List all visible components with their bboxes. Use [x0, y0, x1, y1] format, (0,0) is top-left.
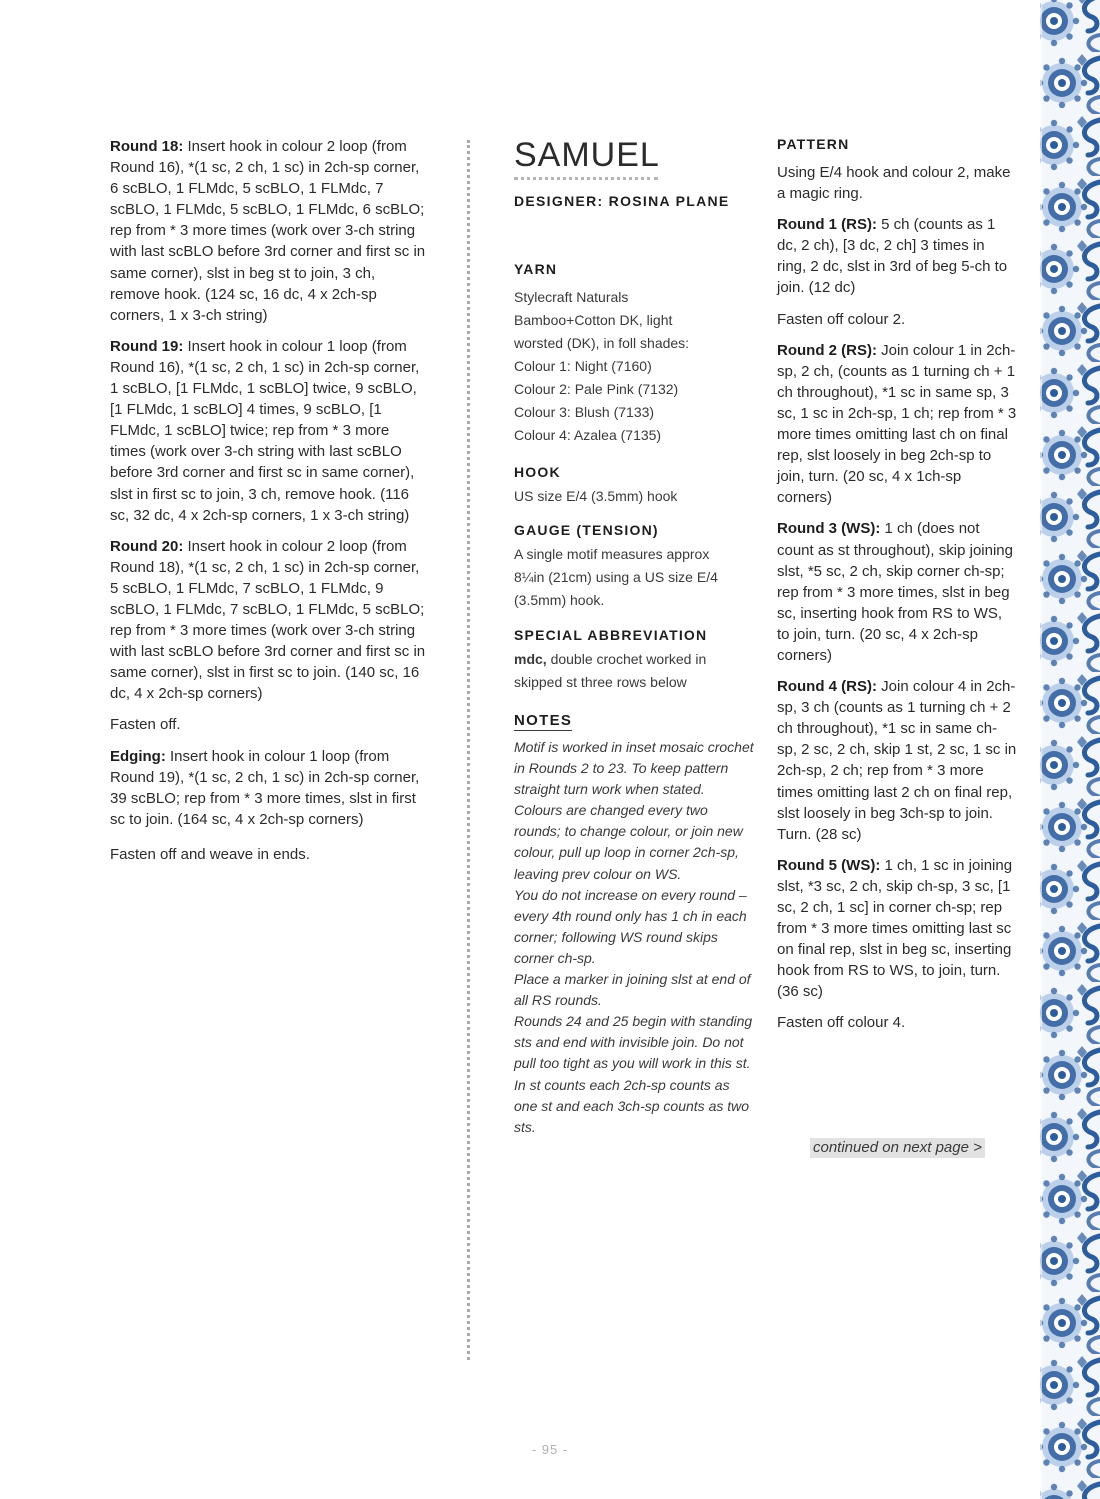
yarn-line: Colour 2: Pale Pink (7132) — [514, 381, 679, 397]
round-instructions: Join colour 4 in 2ch-sp, 3 ch (counts as 1 turning ch + 2 ch throughout), *1 sc in same ch-sp, 2 sc, 2 ch, skip 1 st, 2 sc, 1 sc in 2ch-sp, 2 ch; rep from * 3 more times omitting last 2 ch on final rep, slst loosely in beg 3ch-sp to join. Turn. (28 sc) — [777, 678, 1017, 843]
instruction-text: Fasten off colour 2. — [777, 310, 906, 328]
round-instructions: Insert hook in colour 1 loop (from Round 16), *(1 sc, 2 ch, 1 sc) in 2ch-sp corner, 1 scBLO, [1 FLMdc, 1 scBLO] twice, 9 scBLO, [1 FLMdc, 1 scBLO] 4 times, 9 scBLO, [1 FLMdc, 1 scBLO] twice; rep from * 3 more times (work over 3-ch string with last scBLO before 3rd corner and first sc in same corner), slst in first sc to join, 3 ch, remove hook. (116 sc, 32 dc, 4 x 2ch-sp corners, 1 x 3-ch string) — [110, 337, 420, 524]
mosaic-tile — [1040, 176, 1100, 238]
round-2-paragraph — [777, 340, 1017, 509]
round-instructions: Insert hook in colour 1 loop (from Round 19), *(1 sc, 2 ch, 1 sc) in 2ch-sp corner, 39 scBLO; rep from * 3 more times, slst in first sc to join. (164 sc, 4 x 2ch-sp corners) — [110, 747, 420, 828]
hook-text: US size E/4 (3.5mm) hook — [514, 488, 678, 504]
pattern-heading: PATTERN — [777, 136, 850, 152]
round-label: Round 5 (WS): — [777, 856, 881, 874]
mosaic-tile — [1040, 610, 1100, 672]
round-instructions: Join colour 1 in 2ch-sp, 2 ch, (counts as 1 turning ch + 1 ch throughout), *1 sc in same sp, 3 sc, 1 sc in 2ch-sp, 1 ch; rep from * 3 more times omitting last ch on final rep, slst loosely in beg 2ch-sp to join, turn. (20 sc, 4 x 1ch-sp corners) — [777, 341, 1017, 507]
yarn-line: Bamboo+Cotton DK, light — [514, 312, 673, 328]
mosaic-border-decoration — [1040, 0, 1100, 1499]
right-column — [777, 136, 1017, 1044]
round-instructions: 1 ch (does not count as st throughout), skip joining slst, *5 sc, 2 ch, skip corner ch-sp; rep from * 3 more times, slst in beg sc, inserting hook from RS to WS, to join, turn. (20 sc, 4 x 2ch-sp corners) — [777, 520, 1013, 664]
mosaic-tile — [1040, 52, 1100, 114]
round-instructions: 1 ch, 1 sc in joining slst, *3 sc, 2 ch, skip ch-sp, 3 sc, [1 sc, 2 ch, 1 sc] in corner ch-sp; rep from * 3 more times omitting last sc on final rep, slst in beg sc, inserting hook from RS to WS, to join, turn. (36 sc) — [777, 856, 1013, 1001]
yarn-line: worsted (DK), in foll shades: — [514, 335, 690, 351]
round-4-paragraph — [777, 676, 1017, 845]
pattern-title: SAMUEL — [514, 136, 660, 174]
round-instructions: 5 ch (counts as 1 dc, 2 ch), [3 dc, 2 ch] 3 times in ring, 2 dc, slst in 3rd of beg 5-ch to join. (12 dc) — [777, 216, 1008, 297]
round-label: Round 2 (RS): — [777, 341, 877, 359]
round-label: Round 1 (RS): — [777, 216, 877, 234]
hook-heading: HOOK — [514, 464, 561, 480]
round-instructions: Insert hook in colour 2 loop (from Round 18), *(1 sc, 2 ch, 1 sc) in 2ch-sp corner, 5 scBLO, 1 FLMdc, 7 scBLO, 1 FLMdc, 9 scBLO, 1 FLMdc, 7 scBLO, 1 FLMdc, 5 scBLO; rep from * 3 more times (work over 3-ch string with last scBLO before 3rd corner and first sc in same corner), slst in first sc to join. (140 sc, 16 dc, 4 x 2ch-sp corners) — [110, 537, 426, 703]
round-19-paragraph — [110, 336, 428, 526]
gauge-line: A single motif measures approx — [514, 546, 710, 562]
dotted-column-divider — [467, 140, 470, 1360]
mosaic-tile — [1040, 920, 1100, 982]
notes-heading: NOTES — [514, 712, 573, 729]
mosaic-tile — [1040, 0, 1100, 52]
mosaic-tile — [1040, 796, 1100, 858]
yarn-line: Colour 1: Night (7160) — [514, 358, 652, 374]
mosaic-tile — [1040, 238, 1100, 300]
instruction-text: Fasten off. — [110, 716, 181, 734]
mosaic-tile — [1040, 1044, 1100, 1106]
title-dotted-underline — [514, 177, 658, 180]
continued-next-page-link[interactable]: continued on next page > — [810, 1138, 985, 1158]
abbreviation-term: mdc, — [514, 651, 547, 667]
gauge-heading: GAUGE (TENSION) — [514, 522, 659, 538]
designer-credit: DESIGNER: ROSINA PLANE — [514, 193, 730, 209]
round-3-paragraph — [777, 518, 1017, 666]
middle-column — [514, 136, 754, 1138]
notes-text: Motif is worked in inset mosaic crochet in Rounds 2 to 23. To keep pattern straight turn work when stated. Colours are changed every two rounds; to change colour, or join new colour, pull up loop in corner 2ch-sp, leaving prev colour on WS. You do not increase on every round – every 4th round only has 1 ch in each corner; following WS round skips corner ch-sp. Place a marker in joining slst at end of all RS rounds. Rounds 24 and 25 begin with standing sts and end with invisible join. Do not pull too tight as you will work in this st. In st counts each 2ch-sp counts as one st and each 3ch-sp counts as two sts. — [514, 739, 754, 1135]
page-number: - 95 - — [531, 1442, 569, 1457]
round-label: Edging: — [110, 747, 166, 765]
round-18-paragraph — [110, 136, 428, 326]
round-label: Round 3 (WS): — [777, 520, 881, 538]
round-label: Round 18: — [110, 138, 184, 155]
round-instructions: Insert hook in colour 2 loop (from Round 16), *(1 sc, 2 ch, 1 sc) in 2ch-sp corner, 6 scBLO, 1 FLMdc, 5 scBLO, 1 FLMdc, 7 scBLO, 1 FLMdc, 5 scBLO, 1 FLMdc, 6 scBLO; rep from * 3 more times (work over 3-ch string with last scBLO before 3rd corner and first sc in same corner), slst in beg st to join, 3 ch, remove hook. (124 sc, 16 dc, 4 x 2ch-sp corners, 1 x 3-ch string) — [110, 138, 426, 324]
yarn-list — [514, 286, 754, 447]
mosaic-tile — [1040, 114, 1100, 176]
instruction-text: Using E/4 hook and colour 2, make a magic ring. — [777, 164, 1011, 203]
instruction-text: Fasten off and weave in ends. — [110, 845, 310, 863]
gauge-text — [514, 543, 754, 612]
abbreviation-definition: double crochet worked in skipped st three rows below — [514, 651, 707, 690]
mosaic-tile — [1040, 982, 1100, 1044]
left-column — [110, 136, 428, 875]
edging-paragraph — [110, 746, 428, 830]
mosaic-tile — [1040, 486, 1100, 548]
round-20-paragraph — [110, 536, 428, 705]
border-edge — [1040, 0, 1042, 1499]
mosaic-tile — [1040, 734, 1100, 796]
round-1-paragraph — [777, 214, 1017, 298]
yarn-heading: YARN — [514, 261, 558, 277]
mosaic-tile — [1040, 1106, 1100, 1168]
round-label: Round 20: — [110, 537, 184, 555]
abbreviation-text — [514, 648, 754, 694]
round-label: Round 4 (RS): — [777, 678, 877, 696]
instruction-text: Fasten off colour 4. — [777, 1014, 906, 1032]
gauge-line: (3.5mm) hook. — [514, 592, 605, 608]
mosaic-tile — [1040, 1292, 1100, 1354]
fasten-off-colour-4 — [777, 1012, 1017, 1033]
fasten-off-colour-2 — [777, 309, 1017, 330]
pattern-intro — [777, 162, 1017, 204]
mosaic-border-image — [1040, 0, 1100, 1499]
round-label: Round 19: — [110, 337, 184, 355]
yarn-line: Colour 4: Azalea (7135) — [514, 427, 662, 443]
fasten-off-paragraph — [110, 714, 428, 735]
mosaic-tile — [1040, 1168, 1100, 1230]
mosaic-tile — [1040, 548, 1100, 610]
yarn-line: Stylecraft Naturals — [514, 289, 629, 305]
mosaic-tile — [1040, 1230, 1100, 1292]
mosaic-tile — [1040, 858, 1100, 920]
round-5-paragraph — [777, 855, 1017, 1003]
mosaic-tile — [1040, 362, 1100, 424]
yarn-line: Colour 3: Blush (7133) — [514, 404, 655, 420]
mosaic-tile — [1040, 300, 1100, 362]
mosaic-tile — [1040, 672, 1100, 734]
weave-ends-paragraph — [110, 844, 428, 865]
mosaic-tile — [1040, 424, 1100, 486]
mosaic-tile — [1040, 1354, 1100, 1416]
mosaic-tile — [1040, 1478, 1100, 1499]
mosaic-tile — [1040, 1416, 1100, 1478]
abbreviation-heading: SPECIAL ABBREVIATION — [514, 627, 708, 643]
gauge-line: 8¼in (21cm) using a US size E/4 — [514, 569, 718, 585]
